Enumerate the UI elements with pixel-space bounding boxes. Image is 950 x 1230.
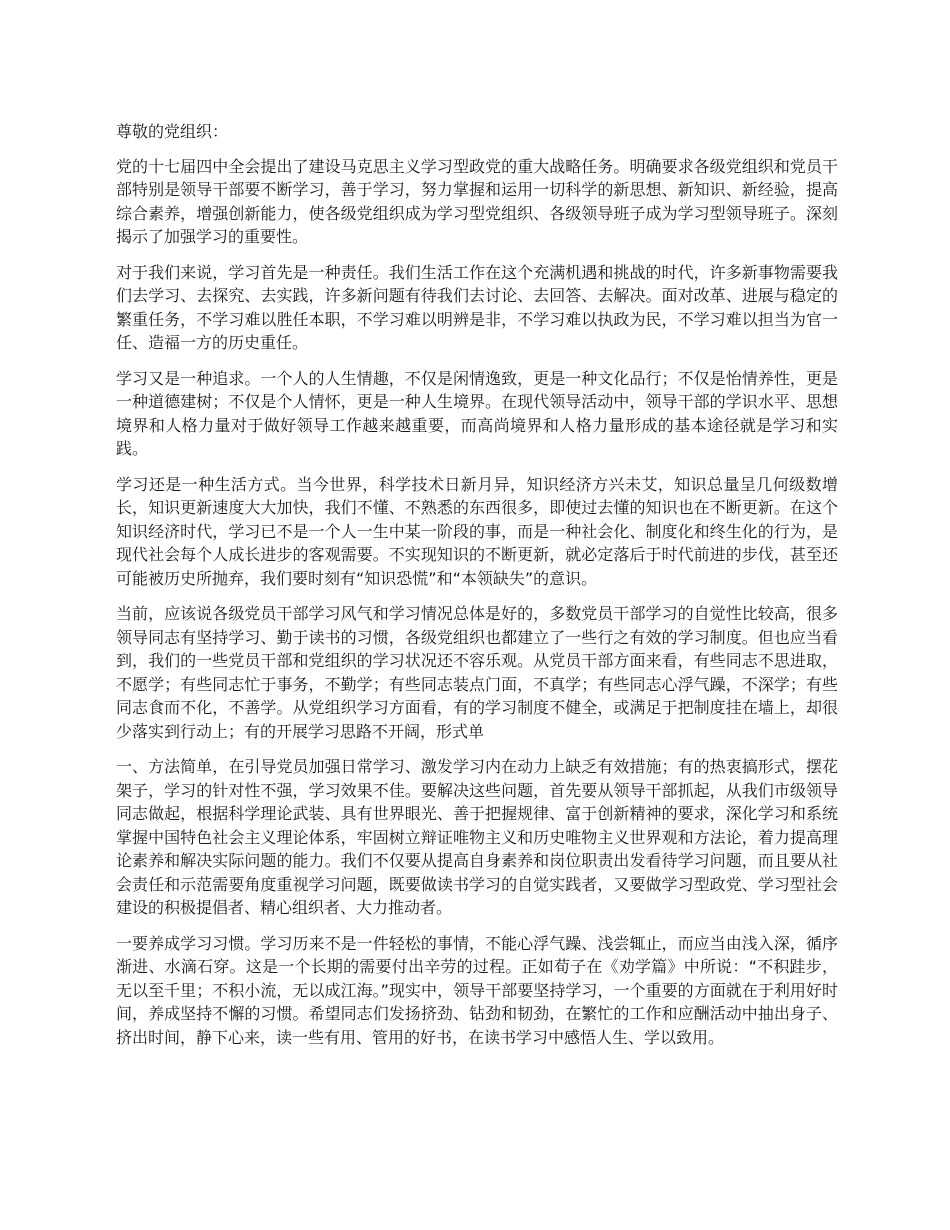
document-body xyxy=(116,120,838,1061)
paragraph-3: 学习又是一种追求。一个人的人生情趣，不仅是闲情逸致，更是一种文化品行；不仅是怡情养性，更是一种道德建树；不仅是个人情怀，更是一种人生境界。在现代领导活动中，领导干部的学识水平、思想境界和人格力量对于做好领导工作越来越重要，而高尚境界和人格力量形成的基本途径就是学习和实践。 xyxy=(116,368,838,458)
salutation: 尊敬的党组织： xyxy=(116,122,229,141)
paragraph-5: 当前，应该说各级党员干部学习风气和学习情况总体是好的，多数党员干部学习的自觉性比较高，很多领导同志有坚持学习、勤于读书的习惯，各级党组织也都建立了一些行之有效的学习制度。但也应当看到，我们的一些党员干部和党组织的学习状况还不容乐观。从党员干部方面来看，有些同志不思进取，不愿学；有些同志忙于事务，不勤学；有些同志装点门面，不真学；有些同志心浮气躁，不深学；有些同志食而不化，不善学。从党组织学习方面看，有的学习制度不健全，或满足于把制度挂在墙上，却很少落实到行动上；有的开展学习思路不开阔，形式单 xyxy=(116,604,838,741)
paragraph-1: 党的十七届四中全会提出了建设马克思主义学习型政党的重大战略任务。明确要求各级党组织和党员干部特别是领导干部要不断学习，善于学习，努力掌握和运用一切科学的新思想、新知识、新经验，提高综合素养，增强创新能力，使各级党组织成为学习型党组织、各级领导班子成为学习型领导班子。深刻揭示了加强学习的重要性。 xyxy=(116,156,838,246)
paragraph-2: 对于我们来说，学习首先是一种责任。我们生活工作在这个充满机遇和挑战的时代，许多新事物需要我们去学习、去探究、去实践，许多新问题有待我们去讨论、去回答、去解决。面对改革、进展与稳定的繁重任务，不学习难以胜任本职，不学习难以明辨是非，不学习难以执政为民，不学习难以担当为官一任、造福一方的历史重任。 xyxy=(116,262,838,352)
paragraph-7: 一要养成学习习惯。学习历来不是一件轻松的事情，不能心浮气躁、浅尝辄止，而应当由浅入深，循序渐进、水滴石穿。这是一个长期的需要付出辛劳的过程。正如荀子在《劝学篇》中所说：“不积跬步，无以至千里；不积小流，无以成江海。”现实中，领导干部要坚持学习，一个重要的方面就在于利用好时间，养成坚持不懈的习惯。希望同志们发扬挤劲、钻劲和韧劲，在繁忙的工作和应酬活动中抽出身子、挤出时间，静下心来，读一些有用、管用的好书，在读书学习中感悟人生、学以致用。 xyxy=(116,933,838,1047)
paragraph-6: 一、方法简单，在引导党员加强日常学习、激发学习内在动力上缺乏有效措施；有的热衷搞形式，摆花架子，学习的针对性不强，学习效果不佳。要解决这些问题，首先要从领导干部抓起，从我们市级领导同志做起，根据科学理论武装、具有世界眼光、善于把握规律、富于创新精神的要求，深化学习和系统掌握中国特色社会主义理论体系，牢固树立辩证唯物主义和历史唯物主义世界观和方法论，着力提高理论素养和解决实际问题的能力。我们不仅要从提高自身素养和岗位职责出发看待学习问题，而且要从社会责任和示范需要角度重视学习问题，既要做读书学习的自觉实践者，又要做学习型政党、学习型社会建设的积极提倡者、精心组织者、大力推动者。 xyxy=(116,757,838,917)
paragraph-4: 学习还是一种生活方式。当今世界，科学技术日新月异，知识经济方兴未艾，知识总量呈几何级数增长，知识更新速度大大加快，我们不懂、不熟悉的东西很多，即使过去懂的知识也在不断更新。在这个知识经济时代，学习已不是一个人一生中某一阶段的事，而是一种社会化、制度化和终生化的行为，是现代社会每个人成长进步的客观需要。不实现知识的不断更新，就必定落后于时代前进的步伐，甚至还可能被历史所抛弃，我们要时刻有“知识恐慌”和“本领缺失”的意识。 xyxy=(116,474,838,588)
